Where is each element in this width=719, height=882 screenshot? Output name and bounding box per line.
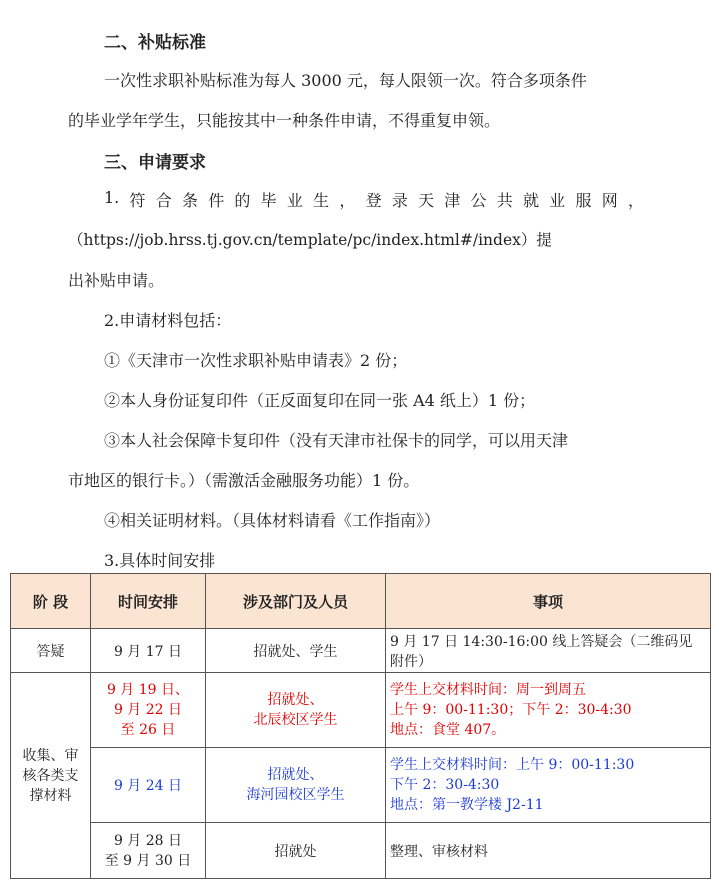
dept-cell: 招就处 [206, 823, 386, 879]
stage-cell [11, 673, 91, 879]
time-cell: 9 月 17 日 [91, 629, 206, 673]
stage-cell: 答疑 [11, 629, 91, 673]
table-row [11, 629, 711, 673]
matter-cell [386, 673, 711, 748]
item1-word: 合 [155, 191, 172, 210]
item2: 2.申请材料包括： [104, 311, 232, 330]
matter-line: 上午 9：00-11:30；下午 2：30-4:30 [390, 702, 632, 718]
material-2: ②本人身份证复印件（正反面复印在同一张 A4 纸上）1 份； [104, 391, 536, 410]
time-line: 9 月 22 日 [113, 702, 183, 718]
matter-line: 学生上交材料时间：上午 9：00-11:30 [390, 757, 635, 773]
table-header-row [11, 574, 711, 629]
item1-word: 录 [391, 191, 408, 210]
material-3-line1: ③本人社会保障卡复印件（没有天津市社保卡的同学，可以用天津 [104, 431, 569, 450]
item1-word: 毕 [260, 191, 277, 210]
item1-word: 共 [496, 191, 513, 210]
item1-word: 条 [181, 191, 198, 210]
material-1: ①《天津市一次性求职补贴申请表》2 份； [104, 351, 408, 370]
time-line: 9 月 28 日 [113, 832, 183, 849]
dept-line: 北辰校区学生 [253, 712, 338, 728]
item1-line3: 出补贴申请。 [68, 271, 165, 290]
paragraph-line: 一次性求职补贴标准为每人 3000 元，每人限领一次。符合多项条件 [104, 71, 587, 90]
item1-word: 津 [444, 191, 461, 210]
stage-line: 收集、审 [22, 747, 79, 764]
time-line: 至 9 月 30 日 [104, 852, 192, 869]
item1-word: 网 [601, 191, 618, 210]
schedule-table [10, 573, 711, 879]
item1-line1 [104, 188, 644, 211]
stage-line: 核各类支 [22, 767, 79, 784]
dept-cell [206, 748, 386, 823]
header-stage: 阶 段 [11, 574, 91, 629]
item3: 3.具体时间安排 [104, 551, 216, 570]
material-3-line2: 市地区的银行卡。）（需激活金融服务功能）1 份。 [68, 471, 420, 490]
time-line: 至 26 日 [120, 722, 176, 738]
time-cell [91, 823, 206, 879]
paragraph-line: 的毕业学年学生，只能按其中一种条件申请，不得重复申领。 [68, 111, 501, 130]
dept-cell: 招就处、学生 [206, 629, 386, 673]
item1-word: 的 [234, 191, 251, 210]
matter-cell [386, 748, 711, 823]
item1-word: ， [339, 191, 356, 210]
section3-heading: 三、申请要求 [104, 153, 206, 173]
table-row [11, 748, 711, 823]
dept-line: 招就处、 [267, 767, 324, 783]
item1-word: 天 [418, 191, 435, 210]
table-row [11, 673, 711, 748]
matter-cell: 整理、审核材料 [386, 823, 711, 879]
material-4: ④相关证明材料。（具体材料请看《工作指南》） [104, 511, 441, 530]
dept-line: 海河园校区学生 [246, 787, 345, 803]
item1-word: 业 [549, 191, 566, 210]
item1-word: 业 [286, 191, 303, 210]
time-line: 9 月 19 日、 [106, 682, 190, 698]
header-matter: 事项 [386, 574, 711, 629]
table-row [11, 823, 711, 879]
matter-line: 地点：第一教学楼 J2-11 [390, 797, 544, 813]
time-cell: 9 月 24 日 [91, 748, 206, 823]
section2-heading: 二、补贴标准 [104, 33, 206, 53]
item1-word: 服 [575, 191, 592, 210]
dept-cell [206, 673, 386, 748]
item1-word: 就 [523, 191, 540, 210]
header-dept: 涉及部门及人员 [206, 574, 386, 629]
matter-line: 地点：食堂 407。 [390, 722, 506, 738]
item1-word: 件 [208, 191, 225, 210]
stage-line: 撑材料 [29, 787, 72, 804]
header-time: 时间安排 [91, 574, 206, 629]
item1-word: 1. [104, 188, 120, 207]
item1-word: 生 [313, 191, 330, 210]
item1-word: 登 [365, 191, 382, 210]
item1-word: 符 [129, 191, 146, 210]
matter-cell: 9 月 17 日 14:30-16:00 线上答疑会（二维码见附件） [386, 629, 711, 673]
matter-line: 下午 2：30-4:30 [390, 777, 500, 793]
dept-line: 招就处、 [267, 692, 324, 708]
time-cell [91, 673, 206, 748]
item1-word: 公 [470, 191, 487, 210]
item1-line2: （https://job.hrss.tj.gov.cn/template/pc/index.html#/index）提 [68, 231, 552, 249]
item1-word: ， [627, 191, 644, 210]
matter-line: 学生上交材料时间：周一到周五 [390, 682, 586, 698]
